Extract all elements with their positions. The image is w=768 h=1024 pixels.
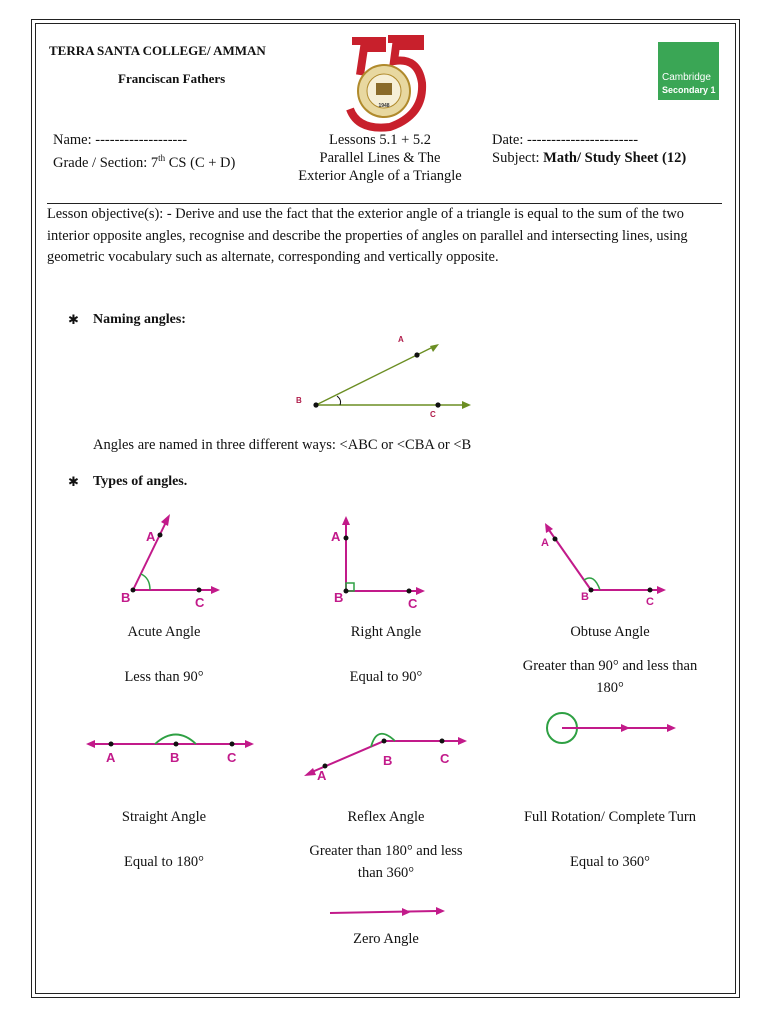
subject-prefix: Subject:	[492, 150, 544, 166]
label-a: A	[398, 335, 404, 344]
point-a	[553, 537, 558, 542]
subject-value: Math/ Study Sheet (12)	[543, 150, 687, 166]
lesson-title-line2: Exterior Angle of a Triangle	[298, 168, 462, 184]
angle-arc	[337, 396, 341, 405]
label-c: C	[227, 750, 237, 765]
full-rotation-desc: Equal to 360°	[570, 854, 650, 870]
bullet-star-icon: ✱	[68, 474, 79, 489]
label-b: B	[121, 590, 131, 605]
point-c	[230, 742, 235, 747]
angle-arc	[141, 574, 150, 590]
point-b	[174, 742, 179, 747]
label-a: A	[317, 768, 327, 783]
ray-2-arrowhead	[402, 908, 411, 916]
school-name: TERRA SANTA COLLEGE/ AMMAN	[49, 43, 266, 58]
point-a	[414, 352, 419, 357]
label-a: A	[541, 537, 549, 549]
reflex-angle-desc-line1: Greater than 180° and less	[309, 843, 463, 859]
label-b: B	[383, 753, 393, 768]
point-b	[589, 588, 594, 593]
reflex-angle-desc-line2: than 360°	[357, 865, 415, 881]
lesson-objective: Lesson objective(s): - Derive and use the fact that the exterior angle of a triangle is equal to the sum of the two interior opposite angles, recognise and describe the properties of angles on parallel and intersecting lines, using geometric vocabulary such as alternate, corresponding and vertically opposite.	[47, 206, 688, 265]
point-b	[131, 588, 136, 593]
logo-year: 1948	[378, 103, 390, 109]
point-c	[648, 588, 653, 593]
right-angle-desc: Equal to 90°	[349, 669, 423, 685]
label-b: B	[334, 590, 344, 605]
full-rotation-diagram	[540, 706, 685, 751]
cambridge-badge	[658, 42, 719, 100]
acute-angle-name: Acute Angle	[127, 624, 201, 640]
straight-angle-desc: Equal to 180°	[124, 854, 204, 870]
acute-angle-desc: Less than 90°	[124, 669, 204, 685]
ray-1	[330, 911, 437, 913]
point-c	[435, 402, 440, 407]
label-c: C	[430, 410, 436, 419]
ray-ba-arrowhead	[342, 516, 350, 525]
full-rotation-name: Full Rotation/ Complete Turn	[523, 809, 696, 825]
ray-bc-arrowhead	[458, 737, 467, 745]
grade-prefix: Grade / Section: 7	[53, 154, 159, 171]
label-c: C	[646, 596, 654, 608]
school-anniversary-logo	[342, 35, 430, 133]
point-a	[158, 533, 163, 538]
ray-ba-arrowhead	[304, 768, 316, 776]
point-b	[313, 402, 318, 407]
point-a	[109, 742, 114, 747]
reflex-angle-name: Reflex Angle	[347, 809, 425, 825]
straight-angle-diagram	[80, 722, 260, 772]
grade-section	[53, 149, 235, 173]
obtuse-angle-desc-line2: 180°	[596, 680, 624, 696]
ray-arrowhead	[667, 724, 676, 732]
label-b: B	[170, 750, 180, 765]
obtuse-angle-diagram	[530, 515, 680, 610]
ray-ba-arrowhead	[430, 344, 439, 352]
label-c: C	[440, 751, 450, 766]
name-field: Name: -------------------	[53, 132, 188, 148]
label-a: A	[106, 750, 116, 765]
lessons: Lessons 5.1 + 5.2	[328, 132, 432, 148]
right-arrowhead	[245, 740, 254, 748]
point-c	[440, 739, 445, 744]
ray-bc-arrowhead	[657, 586, 666, 594]
right-angle-name: Right Angle	[350, 624, 422, 640]
types-heading: Types of angles.	[93, 474, 188, 489]
right-angle-diagram	[325, 510, 435, 610]
point-a	[344, 536, 349, 541]
point-b	[382, 739, 387, 744]
cambridge-label: Cambridge	[662, 72, 711, 83]
label-a: A	[331, 529, 341, 544]
obtuse-angle-name: Obtuse Angle	[570, 624, 650, 640]
reflex-angle-diagram	[295, 722, 475, 787]
straight-angle-name: Straight Angle	[121, 809, 207, 825]
naming-angle-diagram	[285, 328, 485, 423]
school-subtitle: Franciscan Fathers	[118, 71, 226, 86]
label-a: A	[146, 529, 156, 544]
zero-angle-diagram	[325, 898, 450, 928]
cambridge-level: Secondary 1	[662, 85, 716, 95]
label-c: C	[195, 595, 205, 610]
ray-mid-arrowhead	[621, 724, 630, 732]
subject	[492, 149, 686, 168]
acute-angle-diagram	[115, 510, 225, 610]
ray-bc-arrowhead	[462, 401, 471, 409]
lesson-title-line1: Parallel Lines & The	[319, 150, 441, 166]
label-b: B	[296, 396, 302, 405]
grade-sup: th	[158, 153, 166, 163]
naming-text: Angles are named in three different ways: <ABC or <CBA or <B	[93, 437, 472, 453]
point-b	[344, 589, 349, 594]
point-c	[197, 588, 202, 593]
date-field: Date: -----------------------	[492, 132, 639, 148]
ray-ba-arrowhead	[161, 514, 170, 526]
naming-heading: Naming angles:	[93, 312, 186, 327]
ray-bc-arrowhead	[416, 587, 425, 595]
ray-bc-arrowhead	[211, 586, 220, 594]
left-arrowhead	[86, 740, 95, 748]
label-b: B	[581, 591, 589, 603]
ray-1-arrowhead	[436, 907, 445, 915]
obtuse-angle-desc-line1: Greater than 90° and less than	[522, 658, 698, 674]
zero-angle-name: Zero Angle	[353, 931, 419, 947]
label-c: C	[408, 596, 418, 610]
bullet-star-icon: ✱	[68, 312, 79, 327]
point-c	[407, 589, 412, 594]
grade-suffix: CS (C + D)	[165, 154, 236, 171]
